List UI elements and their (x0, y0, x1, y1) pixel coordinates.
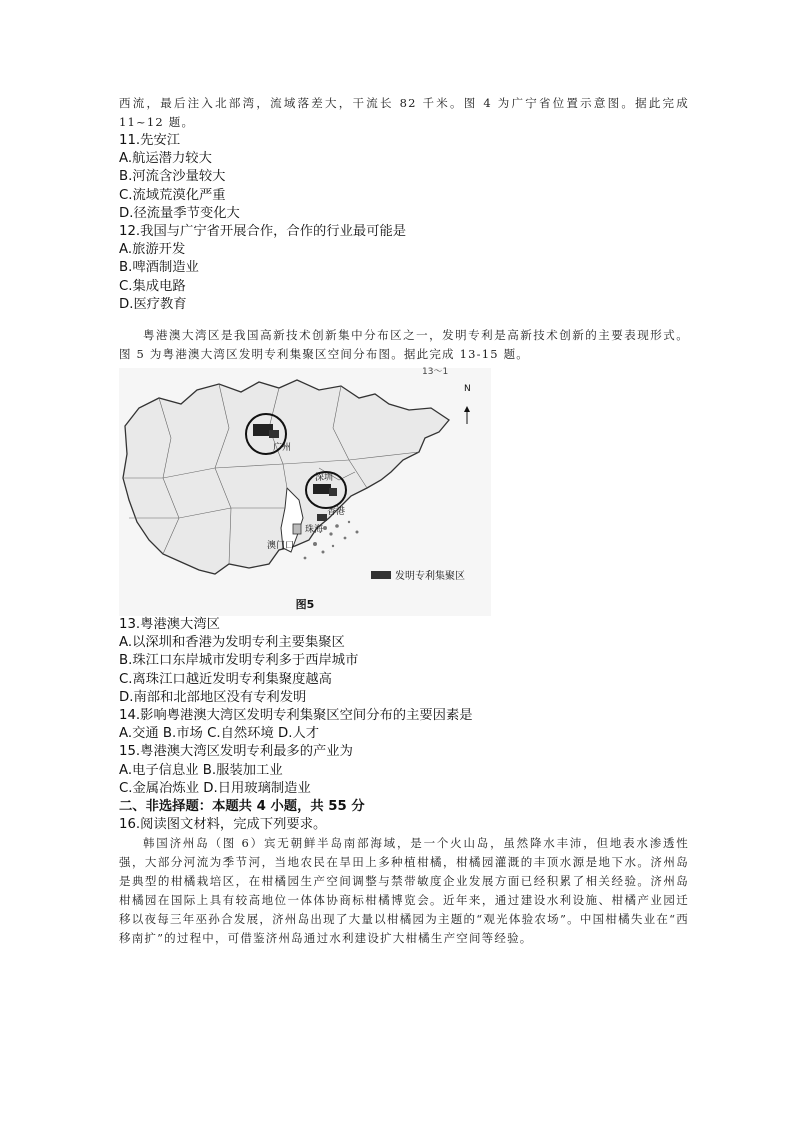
map-legend (371, 567, 465, 582)
question-stem: 12.我国与广宁省开展合作，合作的行业最可能是 (119, 224, 407, 240)
question-13 (119, 616, 689, 707)
option: D.南部和北部地区没有专利发明 (119, 689, 307, 705)
question-15 (119, 743, 689, 798)
option: B.啤酒制造业 (119, 260, 199, 276)
question-stem: 16.阅读图文材料，完成下列要求。 (119, 817, 327, 833)
legend-label: 发明专利集聚区 (395, 571, 465, 583)
hongkong-cluster (317, 514, 327, 521)
option: C.离珠江口越近发明专利集聚度越高 (119, 671, 332, 687)
label-shenzhen: 深圳 (315, 473, 334, 484)
option: D.径流量季节变化大 (119, 205, 240, 221)
label-macau: 澳门口 (267, 541, 295, 552)
options-line: A.交通 B.市场 C.自然环境 D.人才 (119, 726, 320, 742)
option: A.以深圳和香港为发明专利主要集聚区 (119, 635, 345, 651)
question-16-passage: 韩国济州岛（图 6）宾无朝鲜半岛南部海域，是一个火山岛，虽然降水丰沛，但地表水渗透性强，大部分河流为季节河，当地农民在旱田上多种植柑橘，柑橘园灌溉的丰顶水源是地下水。济州岛是典型的柑橘栽培区，在柑橘园生产空间调整与禁带敏度企业发展方面已经积累了相关经验。济州岛柑橘园在国际上具有较高地位一体体协商标柑橘博览会。近年来，通过建设水利设施、柑橘产业园迁移以夜每三年巫孙合发展，济州岛出现了大量以柑橘园为主题的“观光体验农场”。中国柑橘失业在“西移南扩”的过程中，可借鉴济州岛通过水利建设扩大柑橘生产空间等经验。 (119, 836, 689, 946)
options-line: A.电子信息业 B.服装加工业 (119, 762, 283, 778)
question-stem: 14.影响粤港澳大湾区发明专利集聚区空间分布的主要因素是 (119, 708, 473, 724)
clipped-heading: 13～1 (422, 367, 449, 378)
label-zhuhai: 珠海 (305, 525, 324, 536)
question-stem: 13.粤港澳大湾区 (119, 617, 220, 633)
option: C.流域荒漠化严重 (119, 187, 226, 203)
section-2-heading (119, 798, 689, 816)
question-11 (119, 132, 689, 223)
shenzhen-cluster (313, 484, 331, 494)
options-line: C.金属冶炼业 D.日用玻璃制造业 (119, 780, 311, 796)
intro-fragment: 西流，最后注入北部湾，流域落差大，干流长 82 千米。图 4 为广宁省位置示意图。据此完成 11~12 题。 (119, 96, 689, 129)
passage-2: 粤港澳大湾区是我国高新技术创新集中分布区之一，发明专利是高新技术创新的主要表现形式。图 5 为粤港澳大湾区发明专利集聚区空间分布图。据此完成 13-15 题。 (119, 328, 689, 362)
label-guangzhou: 广州 (273, 443, 292, 454)
question-16 (119, 816, 689, 834)
question-stem: 11.先安江 (119, 133, 181, 148)
question-12 (119, 223, 689, 314)
figure-caption: 图5 (295, 598, 315, 612)
option: D.医疗教育 (119, 296, 187, 312)
option: A.旅游开发 (119, 242, 186, 258)
option: B.珠江口东岸城市发明专利多于西岸城市 (119, 653, 359, 669)
label-hongkong: 香港 (327, 507, 346, 518)
north-label: N (464, 384, 471, 395)
option: A.航运潜力较大 (119, 151, 212, 167)
figure-5-map (119, 368, 491, 616)
legend-swatch (371, 571, 391, 579)
option: C.集成电路 (119, 278, 186, 294)
option: B.河流含沙量较大 (119, 169, 226, 185)
exam-page (119, 94, 689, 948)
question-14 (119, 707, 689, 743)
section-title: 二、非选择题：本题共 4 小题，共 55 分 (119, 799, 365, 815)
question-stem: 15.粤港澳大湾区发明专利最多的产业为 (119, 744, 353, 760)
